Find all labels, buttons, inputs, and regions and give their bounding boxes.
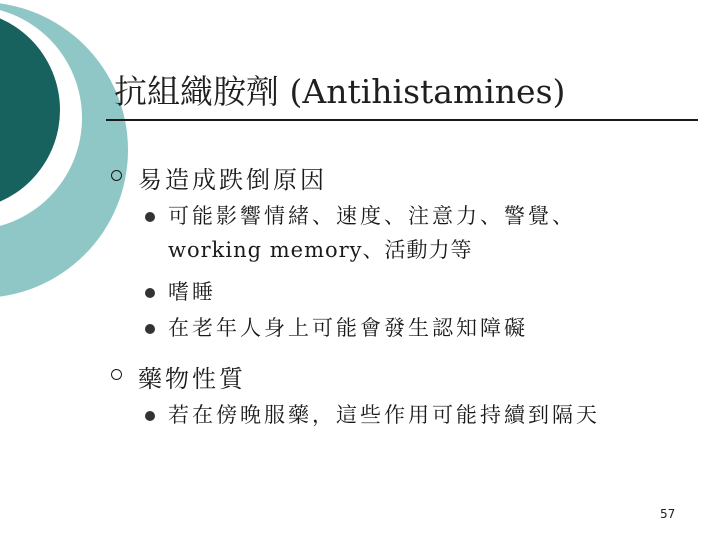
sub-bullet-1-line-2: working memory、活動力等	[168, 238, 473, 262]
sub-bullet-1-line-1: 可能影響情緒、速度、注意力、警覺、	[168, 204, 576, 228]
hollow-bullet-icon	[111, 369, 122, 380]
slide-title: 抗組織胺劑 (Antihistamines)	[114, 72, 566, 111]
page-number: 57	[660, 507, 676, 521]
bullet-2-text: 藥物性質	[138, 365, 246, 393]
title-underline	[106, 119, 698, 121]
filled-bullet-icon	[145, 411, 155, 421]
hollow-bullet-icon	[111, 170, 122, 181]
bullet-1-text: 易造成跌倒原因	[138, 166, 327, 194]
sub-bullet-4-text: 若在傍晚服藥，這些作用可能持續到隔天	[168, 403, 600, 427]
filled-bullet-icon	[145, 324, 155, 334]
filled-bullet-icon	[145, 212, 155, 222]
sub-bullet-3-text: 在老年人身上可能會發生認知障礙	[168, 316, 528, 340]
filled-bullet-icon	[145, 288, 155, 298]
sub-bullet-2-text: 嗜睡	[168, 280, 216, 304]
